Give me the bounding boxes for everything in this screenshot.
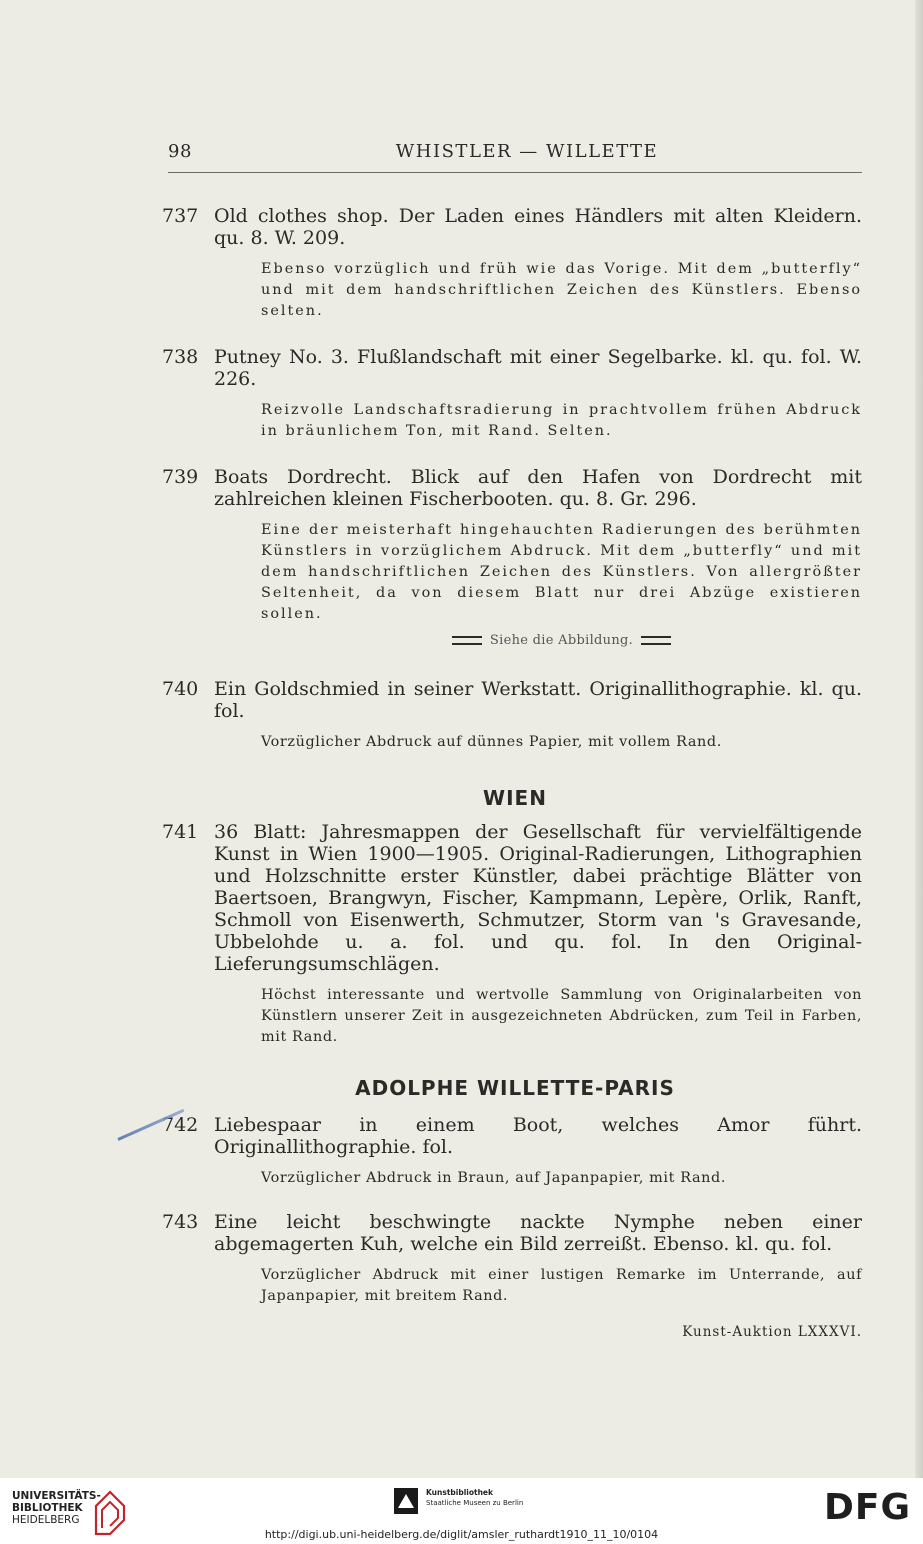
catalog-entry-742 [162, 1114, 862, 1189]
source-url-link[interactable]: http://digi.ub.uni-heidelberg.de/diglit/amsler_ruthardt1910_11_10/0104 [264, 1528, 659, 1541]
entry-number: 741 [162, 821, 199, 843]
catalog-footer: Kunst-Auktion LXXXVI. [682, 1324, 862, 1340]
ub-heidelberg-label [12, 1490, 101, 1526]
catalog-entry-743 [162, 1211, 862, 1307]
double-rule-right [641, 636, 671, 645]
digitization-footer [0, 1478, 923, 1544]
kunstbibliothek-label [426, 1488, 523, 1508]
entry-number: 739 [162, 466, 199, 488]
entry-description: Ebenso vorzüglich und früh wie das Vorige. Mit dem „butterfly“ und mit dem handschriftlichen Zeichen des Künstlers. Ebenso selten. [261, 261, 862, 319]
catalog-entry-739 [162, 466, 862, 648]
illustration-note-text: Siehe die Abbildung. [489, 633, 634, 648]
header-rule [168, 172, 862, 173]
entry-number: 738 [162, 346, 199, 368]
entry-title: 36 Blatt: Jahresmappen der Gesellschaft für vervielfältigende Kunst in Wien 1900—1905. Original-Radierungen, Lithographien und Holzschnitte erster Künstler, dabei prächtige Blätter von Baertsoen, Brangwyn, Fischer, Kampmann, Lepère, Orlik, Ranft, Schmoll von Eisenwerth, Schmutzer, Storm van 's Gravesande, Ubbelohde u. a. fol. und qu. fol. In den Original-Lieferungsumschlägen. [214, 821, 862, 975]
entry-number: 743 [162, 1211, 199, 1233]
catalog-entry-741 [162, 821, 862, 1048]
section-heading-willette: ADOLPHE WILLETTE-PARIS [355, 1076, 675, 1100]
entry-description: Eine der meisterhaft hingehauchten Radierungen des berühmten Künstlers in vorzüglichem Abdruck. Mit dem „butterfly“ und mit dem handschriftlichen Zeichen des Künstlers. Von allergrößter Seltenheit, da von diesem Blatt nur drei Abzüge existieren sollen. [261, 522, 862, 622]
entry-title: Eine leicht beschwingte nackte Nymphe neben einer abgemagerten Kuh, welche ein Bild zerreißt. Ebenso. kl. qu. fol. [214, 1211, 862, 1255]
dfg-logo: DFG [823, 1487, 911, 1528]
kb-line-1: Kunstbibliothek [426, 1488, 494, 1497]
page-edge [915, 0, 923, 1478]
page-header [168, 141, 862, 165]
running-head: WHISTLER — WILLETTE [395, 141, 659, 162]
ub-line-3: HEIDELBERG [12, 1514, 80, 1526]
entry-title: Liebespaar in einem Boot, welches Amor führt. Originallithographie. fol. [214, 1114, 862, 1158]
catalog-entry-740 [162, 678, 862, 753]
section-heading-wien: WIEN [483, 786, 547, 810]
entry-description: Vorzüglicher Abdruck in Braun, auf Japanpapier, mit Rand. [261, 1170, 726, 1186]
entry-number: 740 [162, 678, 199, 700]
double-rule-left [452, 636, 482, 645]
entry-number: 737 [162, 205, 199, 227]
catalog-entry-737 [162, 205, 862, 322]
entry-description: Vorzüglicher Abdruck auf dünnes Papier, mit vollem Rand. [261, 734, 722, 750]
kb-line-2: Staatliche Museen zu Berlin [426, 1499, 524, 1507]
kunstbibliothek-logo-icon [394, 1488, 418, 1514]
entry-title: Boats Dordrecht. Blick auf den Hafen von Dordrecht mit zahlreichen kleinen Fischerbooten. qu. 8. Gr. 296. [214, 466, 862, 510]
page-number: 98 [168, 141, 192, 162]
illustration-note [261, 633, 862, 648]
entry-title: Putney No. 3. Flußlandschaft mit einer Segelbarke. kl. qu. fol. W. 226. [214, 346, 862, 390]
ub-line-1: UNIVERSITÄTS- [12, 1490, 101, 1502]
entry-number: 742 [162, 1114, 199, 1136]
catalog-entry-738 [162, 346, 862, 442]
ub-line-2: BIBLIOTHEK [12, 1502, 83, 1514]
entry-description: Vorzüglicher Abdruck mit einer lustigen Remarke im Unterrande, auf Japanpapier, mit breitem Rand. [261, 1267, 862, 1304]
entry-description: Reizvolle Landschaftsradierung in prachtvollem frühen Abdruck in bräunlichem Ton, mit Rand. Selten. [261, 402, 862, 439]
entry-description: Höchst interessante und wertvolle Sammlung von Originalarbeiten von Künstlern unserer Zeit in ausgezeichneten Abdrücken, zum Teil in Farben, mit Rand. [261, 987, 862, 1045]
entry-title: Old clothes shop. Der Laden eines Händlers mit alten Kleidern. qu. 8. W. 209. [214, 205, 862, 249]
entry-title: Ein Goldschmied in seiner Werkstatt. Originallithographie. kl. qu. fol. [214, 678, 862, 722]
